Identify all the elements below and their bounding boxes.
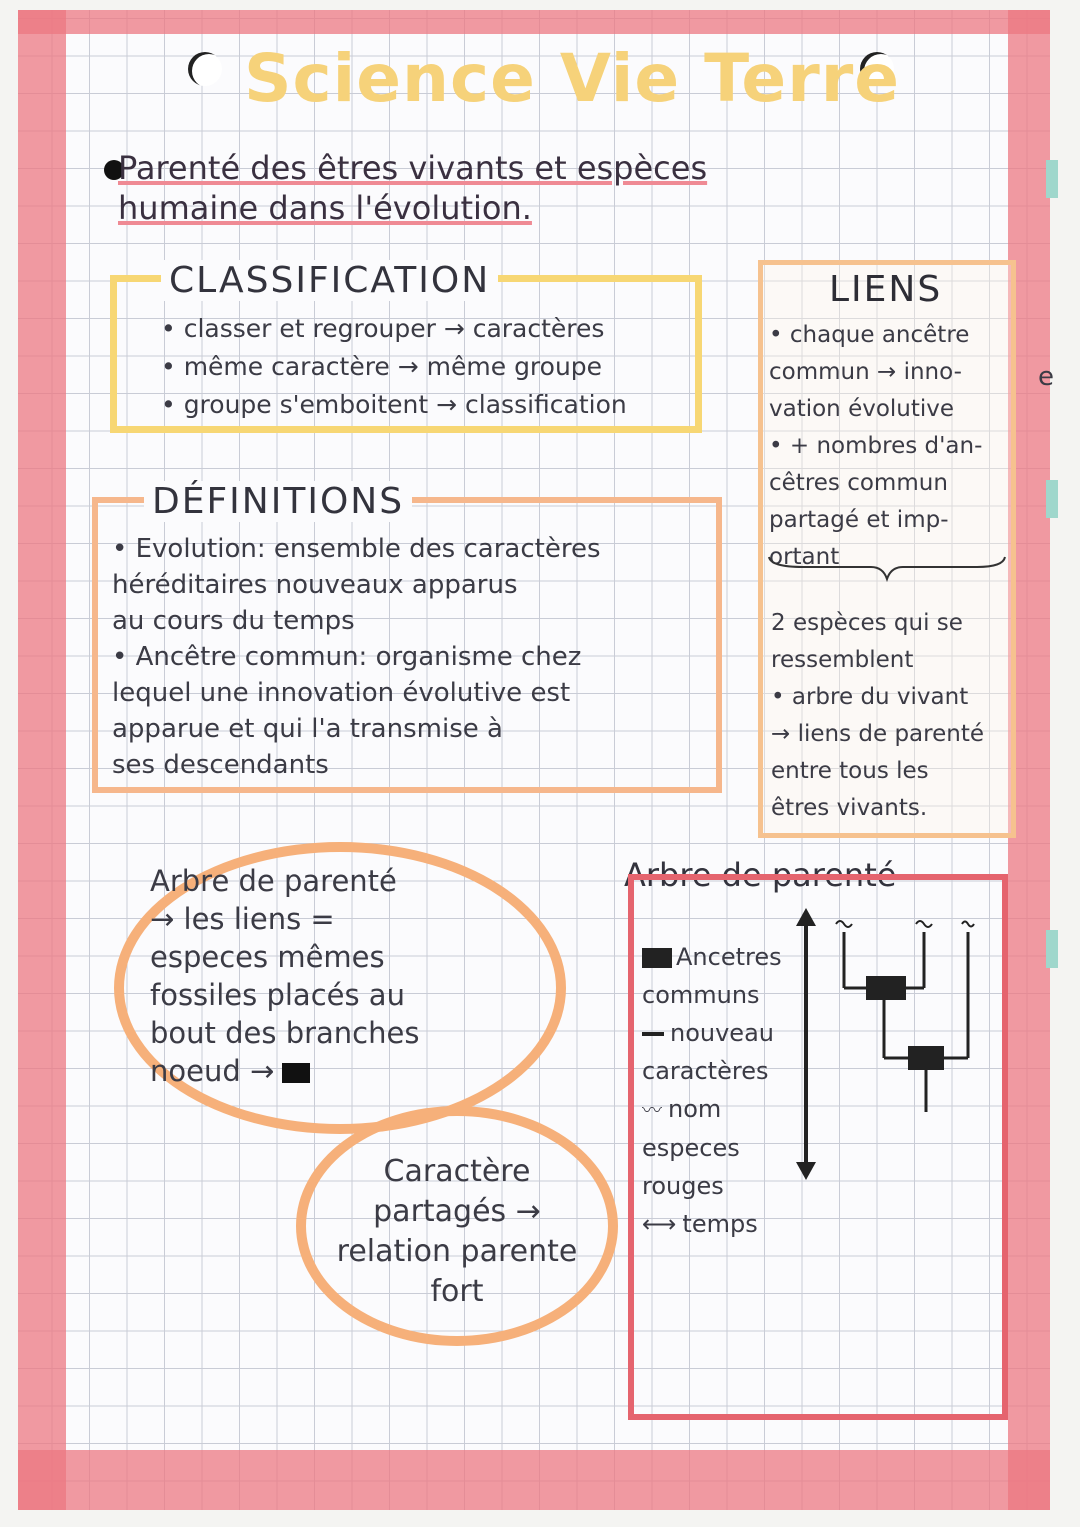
list-item: • groupe s'emboitent → classification [161, 390, 627, 419]
definitions-heading: DÉFINITIONS [144, 481, 412, 522]
legend-label: nouveau [670, 1019, 774, 1047]
classification-box [110, 260, 702, 433]
species-wave-icon [962, 922, 974, 927]
page-title: Science Vie Terre [244, 40, 901, 117]
arbre-note-text [150, 862, 550, 1090]
legend-label: Ancetres [676, 943, 782, 971]
node-square-icon [282, 1063, 310, 1083]
caractere-note-bubble [296, 1106, 618, 1346]
legend-row: rouges [642, 1172, 724, 1200]
legend-row [642, 1205, 822, 1243]
side-tab [1046, 480, 1058, 518]
phylogenetic-tree [784, 908, 994, 1198]
ancestor-node [866, 976, 906, 1000]
liens-text-bottom: 2 espèces qui se ressemblent • arbre du vivant → liens de parenté entre tous les êtres vivants. [771, 610, 984, 821]
legend-row: especes [642, 1134, 740, 1162]
definitions-text: • Evolution: ensemble des caractères héréditaires nouveaux apparus au cours du temps • Ancêtre commun: organisme chez lequel une innovation évolutive est apparue et qui l'a transmise à ses descendants [112, 534, 601, 780]
arrow-up-icon [796, 908, 816, 926]
side-tab [1046, 930, 1058, 968]
legend-label: nom [668, 1095, 722, 1123]
punch-hole-left [188, 52, 222, 86]
species-wave-icon [916, 921, 932, 927]
dash-icon [642, 1032, 664, 1036]
caractere-note-text: Caractère partagés → relation parente fort [336, 1154, 578, 1309]
legend-label: temps [682, 1210, 758, 1238]
legend-row: caractères [642, 1057, 769, 1085]
classification-heading: CLASSIFICATION [161, 260, 498, 301]
liens-text-top: • chaque ancêtre commun → inno- vation évolutive • + nombres d'an- cêtres commun partagé et imp- ortant [769, 322, 983, 570]
tree-diagram-box [628, 874, 1008, 1420]
left-margin [18, 10, 66, 1510]
list-item: • même caractère → même groupe [161, 352, 603, 381]
chapter-heading-line1: Parenté des êtres vivants et espèces [118, 149, 708, 187]
arbre-note-bubble [114, 842, 566, 1134]
bottom-margin [18, 1450, 1050, 1510]
definitions-box [92, 481, 722, 793]
top-margin [18, 10, 1050, 34]
ancestor-node [908, 1046, 944, 1070]
species-wave-icon [836, 921, 852, 927]
arrow-down-icon [796, 1162, 816, 1180]
liens-box [758, 260, 1016, 838]
arbre-note-body: Arbre de parenté → les liens = especes mêmes fossiles placés au bout des branches noeud → [150, 864, 420, 1088]
stray-letter: e [1038, 362, 1054, 392]
chapter-heading [118, 148, 978, 228]
legend-row: communs [642, 981, 760, 1009]
classification-list [161, 310, 627, 424]
list-item: • classer et regrouper → caractères [161, 314, 605, 343]
side-tab [1046, 160, 1058, 198]
tree-title: Arbre de parenté [624, 856, 897, 894]
brace-icon [763, 553, 1011, 583]
wave-icon: 〰 [642, 1098, 662, 1122]
chapter-heading-line2: humaine dans l'évolution. [118, 189, 532, 227]
ancestor-square-icon [642, 948, 672, 968]
double-arrow-icon: ⟷ [642, 1210, 677, 1238]
notebook-page [18, 10, 1054, 1510]
liens-heading: LIENS [829, 269, 943, 310]
